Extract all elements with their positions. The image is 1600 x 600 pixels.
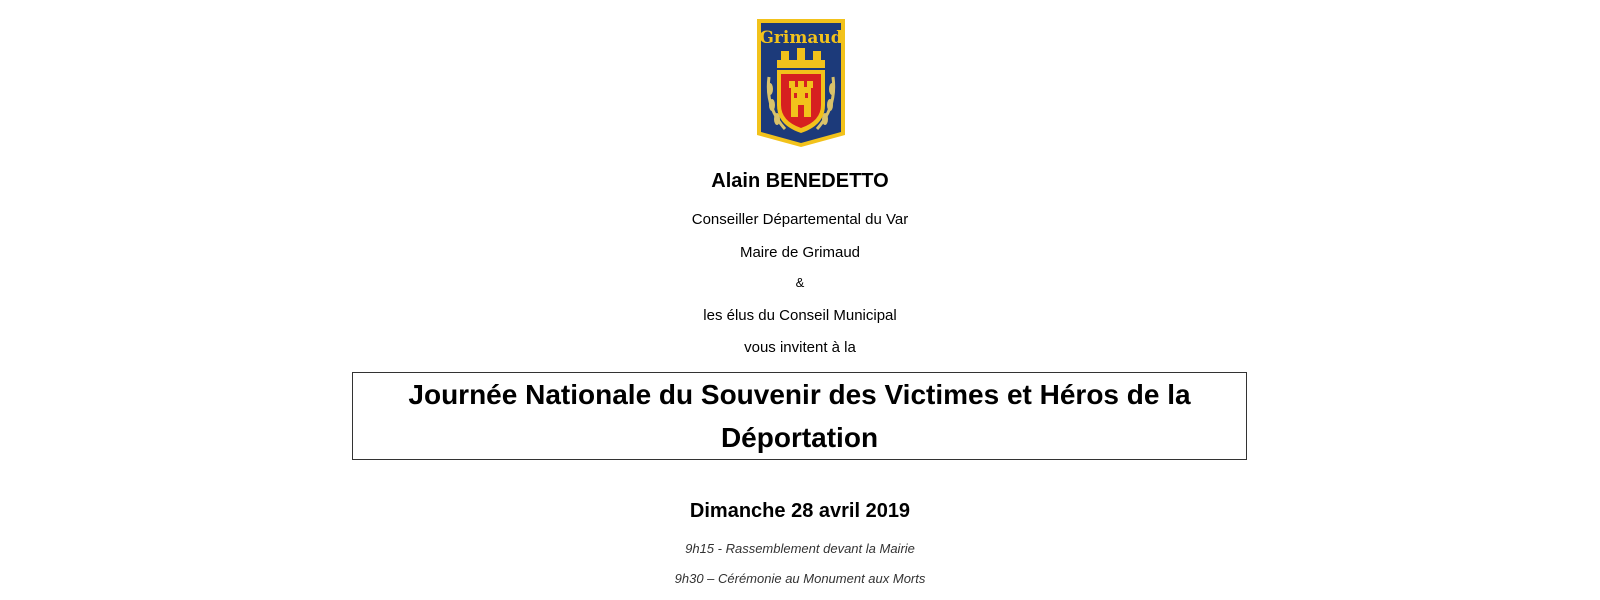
event-date: Dimanche 28 avril 2019: [689, 500, 911, 522]
role-departmental: Conseiller Départemental du Var: [691, 211, 909, 228]
event-title-box: [352, 372, 1247, 460]
grimaud-crest-logo: [755, 17, 847, 149]
role-mayor: Maire de Grimaud: [739, 244, 861, 261]
council-members: les élus du Conseil Municipal: [703, 307, 897, 324]
event-title: Journée Nationale du Souvenir des Victimes et Héros de la Déportation: [408, 379, 1191, 453]
ampersand: &: [795, 275, 805, 290]
host-name: Alain BENEDETTO: [711, 170, 889, 192]
schedule-item-2: 9h30 – Cérémonie au Monument aux Morts: [674, 571, 926, 586]
invitation-text: vous invitent à la: [744, 339, 856, 356]
schedule-item-1: 9h15 - Rassemblement devant la Mairie: [685, 541, 915, 556]
crest-text: Grimaud: [759, 28, 843, 48]
